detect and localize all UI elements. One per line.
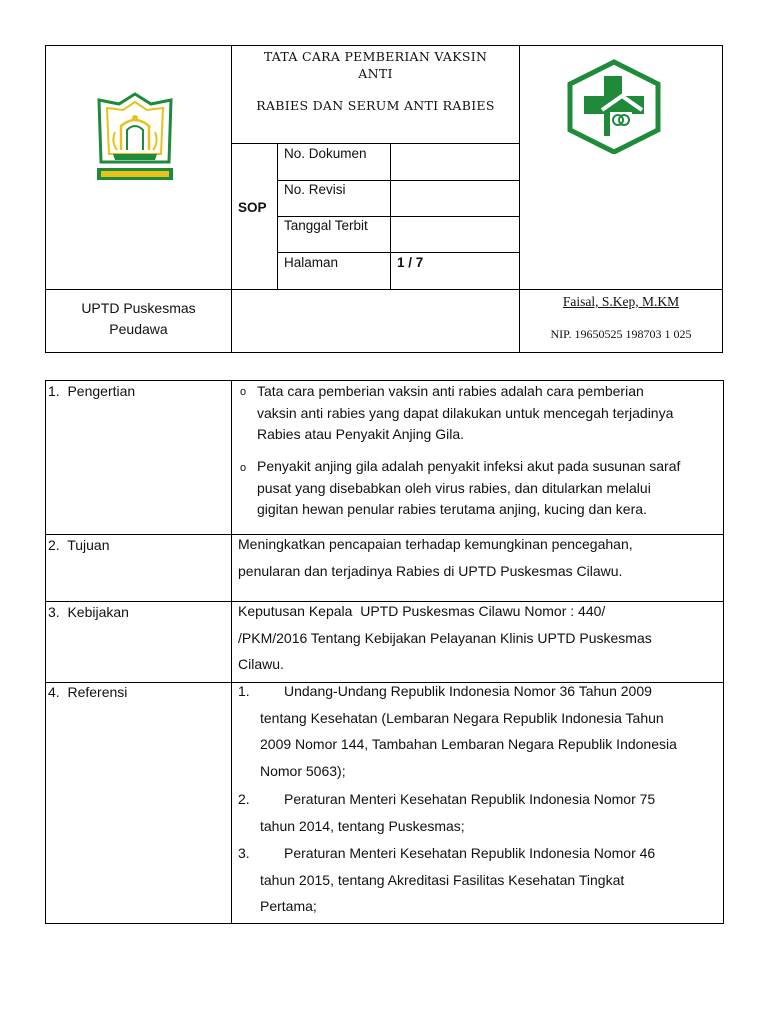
bullet-marker: o: [240, 386, 247, 398]
organization-name: [46, 298, 231, 340]
reference-item-1: Undang-Undang Republik Indonesia Nomor 36 Tahun 2009 tentang Kesehatan (Lembaran Negara Republik Indonesia Tahun 2009 Nomor 144, Tambahan Lembaran Negara Republik Indonesia Nomor 5063);: [260, 683, 677, 779]
signatory-name: Faisal, S.Kep, M.KM: [562, 294, 680, 309]
title-line-2: ANTI: [358, 66, 393, 81]
reference-item-2: Peraturan Menteri Kesehatan Republik Indonesia Nomor 75 tahun 2014, tentang Puskesmas;: [260, 791, 656, 834]
field-label-halaman: Halaman: [284, 255, 339, 270]
section-label-referensi: 4. Referensi: [48, 684, 128, 700]
tujuan-text: Meningkatkan pencapaian terhadap kemungkinan pencegahan, penularan dan terjadinya Rabies di UPTD Puskesmas Cilawu.: [238, 536, 633, 579]
field-label-no-revisi: No. Revisi: [284, 182, 346, 197]
signatory-nip: NIP. 19650525 198703 1 025: [550, 327, 692, 341]
reference-number: 2.: [238, 791, 250, 807]
title-line-3: RABIES DAN SERUM ANTI RABIES: [256, 98, 495, 113]
section-label-kebijakan: 3. Kebijakan: [48, 604, 129, 620]
pengertian-bullet-1: Tata cara pemberian vaksin anti rabies adalah cara pemberian vaksin anti rabies yang dapat dilakukan untuk mencegah terjadinya Rabies atau Penyakit Anjing Gila.: [257, 383, 674, 442]
document-title: [232, 48, 519, 114]
bullet-marker: o: [240, 462, 247, 474]
reference-number: 3.: [238, 845, 250, 861]
title-line-1: TATA CARA PEMBERIAN VAKSIN: [263, 49, 488, 64]
reference-number: 1.: [238, 683, 250, 699]
field-label-tanggal-terbit: Tanggal Terbit: [284, 218, 368, 233]
sop-label: SOP: [238, 200, 267, 215]
section-label-tujuan: 2. Tujuan: [48, 537, 110, 553]
reference-item-3: Peraturan Menteri Kesehatan Republik Indonesia Nomor 46 tahun 2015, tentang Akreditasi Fasilitas Kesehatan Tingkat Pertama;: [260, 845, 656, 914]
pengertian-bullet-2: Penyakit anjing gila adalah penyakit infeksi akut pada susunan saraf pusat yang disebabkan oleh virus rabies, dan ditularkan melalui gigitan hewan penular rabies terutama anjing, kucing dan kera.: [257, 458, 681, 517]
regional-emblem-logo: [95, 92, 175, 184]
field-label-no-dokumen: No. Dokumen: [284, 146, 367, 161]
field-value-halaman: 1 / 7: [397, 255, 424, 270]
org-line-2: Peudawa: [109, 321, 168, 337]
org-line-1: UPTD Puskesmas: [81, 300, 196, 316]
puskesmas-logo: [566, 58, 662, 154]
kebijakan-text: Keputusan Kepala UPTD Puskesmas Cilawu Nomor : 440/ /PKM/2016 Tentang Kebijakan Pelayanan Klinis UPTD Puskesmas Cilawu.: [238, 603, 652, 672]
section-label-pengertian: 1. Pengertian: [48, 383, 136, 399]
